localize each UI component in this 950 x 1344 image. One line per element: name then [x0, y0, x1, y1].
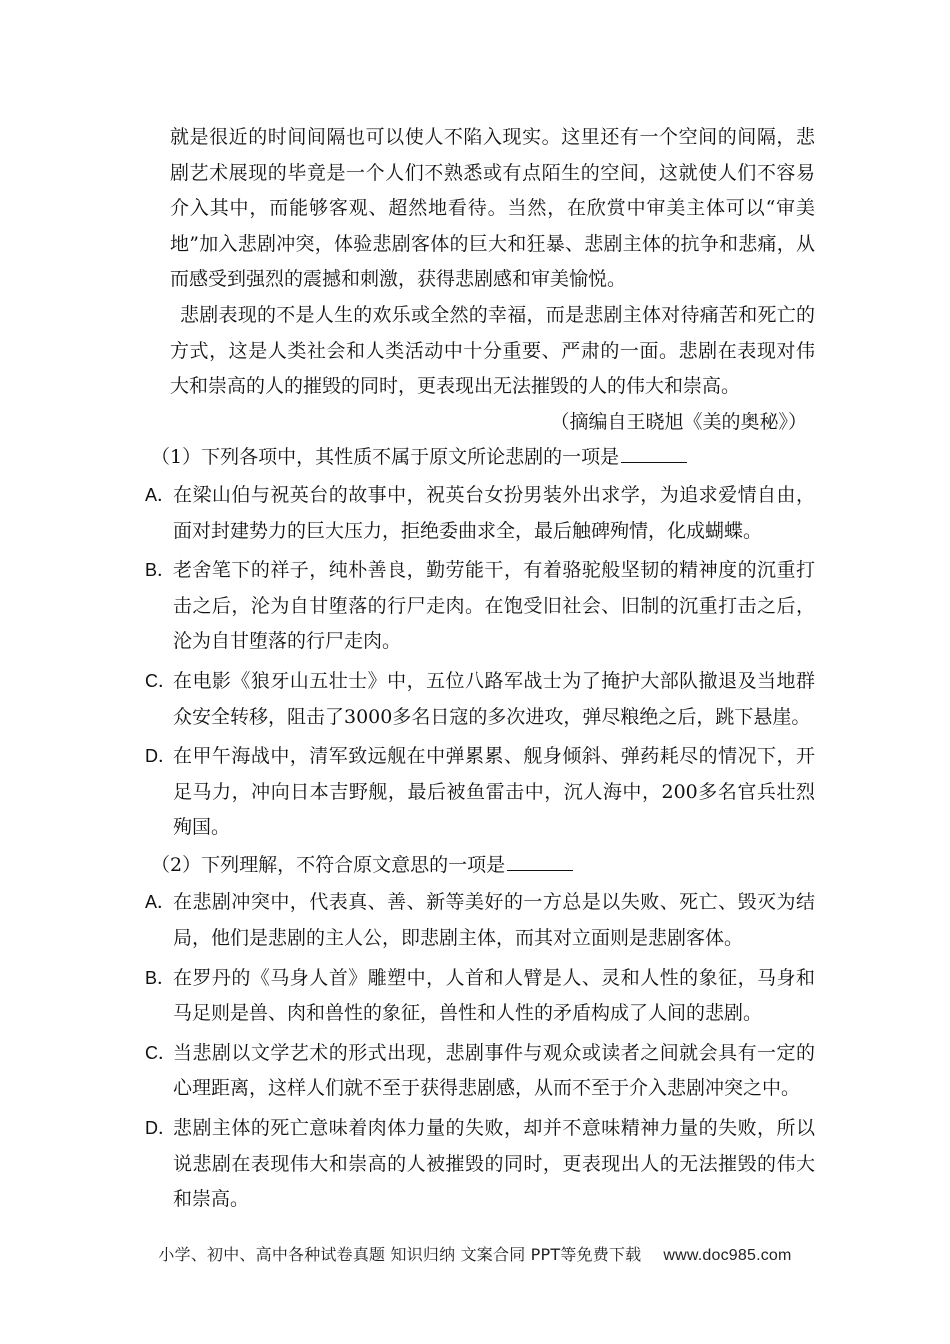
question-2-text: （2）下列理解，不符合原文意思的一项是	[151, 853, 506, 876]
option-letter: A．	[145, 484, 176, 505]
option-letter: B．	[145, 967, 176, 988]
question-1-option-c	[145, 662, 815, 737]
question-1-option-d	[145, 737, 815, 848]
option-text: 在甲午海战中，清军致远舰在中弹累累、舰身倾斜、弹药耗尽的情况下，开足马力，冲向日本吉野舰，最后被鱼雷击中，沉人海中，200多名官兵壮烈殉国。	[173, 745, 815, 839]
option-letter: D．	[145, 746, 176, 767]
question-1-stem	[145, 440, 815, 476]
passage-source: （摘编自王晓旭《美的奥秘》）	[550, 410, 807, 433]
question-2-stem	[145, 848, 815, 884]
passage-paragraph-1: 就是很近的时间间隔也可以使人不陷入现实。这里还有一个空间的间隔，悲剧艺术展现的毕竟是一个人们不熟悉或有点陌生的空间，这就使人们不容易介入其中，而能够客观、超然地看待。当然，在欣赏中审美主体可以“审美地”加入悲剧冲突，体验悲剧客体的巨大和狂暴、悲剧主体的抗争和悲痛，从而感受到强烈的震撼和刺激，获得悲剧感和审美愉悦。	[170, 126, 815, 291]
option-text: 悲剧主体的死亡意味着肉体力量的失败，却并不意味精神力量的失败，所以说悲剧在表现伟大和崇高的人被摧毁的同时，更表现出人的无法摧毁的伟大和崇高。	[173, 1117, 815, 1211]
option-letter: C．	[145, 1042, 176, 1063]
passage-paragraph-2: 悲剧表现的不是人生的欢乐或全然的幸福，而是悲剧主体对待痛苦和死亡的方式，这是人类社会和人类活动中十分重要、严肃的一面。悲剧在表现对伟大和崇高的人的摧毁的同时，更表现出无法摧毁的人的伟大和崇高。	[170, 303, 815, 398]
option-text: 在罗丹的《马身人首》雕塑中，人首和人臂是人、灵和人性的象征，马身和马足则是兽、肉和兽性的象征，兽性和人性的矛盾构成了人间的悲剧。	[173, 966, 815, 1025]
option-text: 在电影《狼牙山五壮士》中，五位八路军战士为了掩护大部队撤退及当地群众安全转移，阻击了3000多名日寇的多次进攻，弹尽粮绝之后，跳下悬崖。	[173, 669, 815, 728]
question-1-text: （1）下列各项中，其性质不属于原文所论悲剧的一项是	[151, 446, 620, 469]
footer-url[interactable]: www.doc985.com	[663, 1247, 792, 1264]
footer-text: 小学、初中、高中各种试卷真题 知识归纳 文案合同 PPT等免费下载	[158, 1245, 642, 1264]
option-letter: A．	[145, 892, 176, 913]
question-2-option-b	[145, 959, 815, 1034]
question-1-option-b	[145, 551, 815, 662]
answer-blank-1	[621, 444, 687, 463]
answer-blank-2	[507, 852, 573, 871]
option-text: 当悲剧以文学艺术的形式出现，悲剧事件与观众或读者之间就会具有一定的心理距离，这样人们就不至于获得悲剧感，从而不至于介入悲剧冲突之中。	[173, 1041, 815, 1100]
option-text: 老舍笔下的祥子，纯朴善良，勤劳能干，有着骆驼般坚韧的精神度的沉重打击之后，沦为自甘堕落的行尸走肉。在饱受旧社会、旧制的沉重打击之后，沦为自甘堕落的行尸走肉。	[173, 559, 815, 653]
option-text: 在梁山伯与祝英台的故事中，祝英台女扮男装外出求学，为追求爱情自由，面对封建势力的巨大压力，拒绝委曲求全，最后触碑殉情，化成蝴蝶。	[173, 483, 815, 542]
option-letter: B．	[145, 560, 176, 581]
question-2-option-d	[145, 1109, 815, 1220]
page-footer	[0, 1242, 950, 1265]
question-2-option-a	[145, 883, 815, 958]
question-1-option-a	[145, 476, 815, 551]
option-letter: C．	[145, 670, 176, 691]
option-letter: D．	[145, 1118, 176, 1139]
question-2-option-c	[145, 1034, 815, 1109]
option-text: 在悲剧冲突中，代表真、善、新等美好的一方总是以失败、死亡、毁灭为结局，他们是悲剧的主人公，即悲剧主体，而其对立面则是悲剧客体。	[173, 891, 815, 950]
document-content	[145, 120, 815, 1220]
